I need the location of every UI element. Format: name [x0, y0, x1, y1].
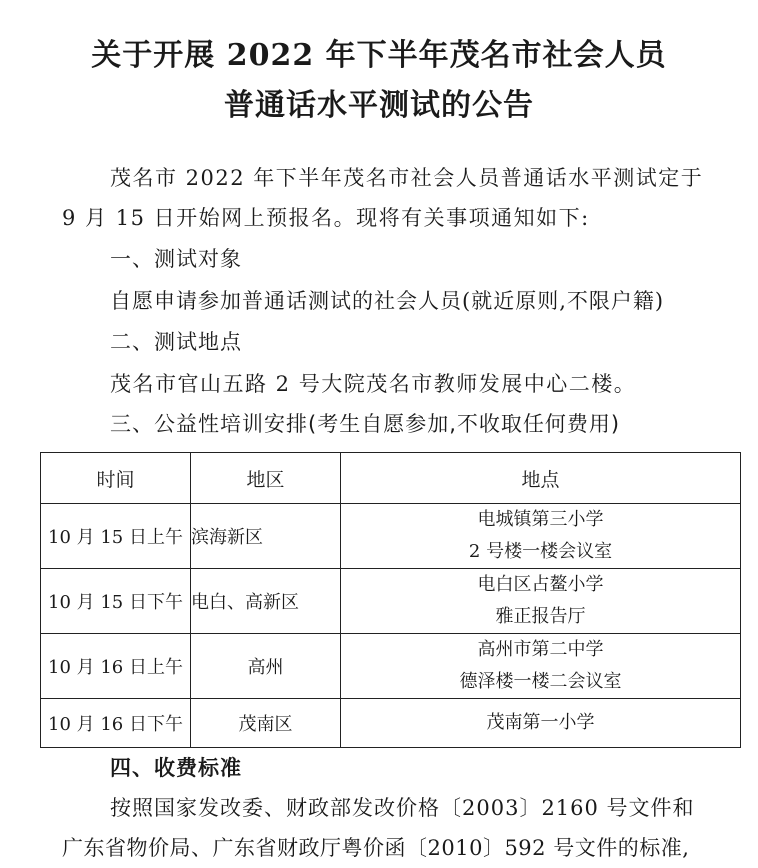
table-cell-area: 滨海新区: [191, 504, 341, 569]
venue-line: 2 号楼一楼会议室: [468, 541, 613, 562]
table-header-area: 地区: [191, 453, 341, 504]
section-text-test-location: 茂名市官山五路 2 号大院茂名市教师发展中心二楼。: [110, 372, 637, 396]
table-cell-area: 茂南区: [191, 699, 341, 748]
venue-line: 电白区占鳌小学: [477, 574, 604, 595]
venue-line: 电城镇第三小学: [477, 509, 604, 530]
table-cell-time: 10 月 15 日下午: [41, 569, 191, 634]
table-cell-venue: [341, 699, 741, 748]
table-row: [41, 699, 741, 748]
venue-line: 德泽楼一楼二会议室: [459, 671, 622, 692]
table-row: [41, 569, 741, 634]
table-header-row: [41, 453, 741, 504]
table-cell-venue: [341, 504, 741, 569]
table-cell-venue: [341, 569, 741, 634]
table-row: [41, 504, 741, 569]
table-cell-area: 高州: [191, 634, 341, 699]
intro-line-1: 茂名市 2022 年下半年茂名市社会人员普通话水平测试定于: [110, 166, 704, 190]
section-heading-fee: 四、收费标准: [110, 756, 242, 780]
table-cell-venue: [341, 634, 741, 699]
table-cell-time: 10 月 16 日上午: [41, 634, 191, 699]
document-title-line-2: 普通话水平测试的公告: [224, 88, 534, 123]
venue-line: 雅正报告厅: [495, 606, 586, 627]
section-heading-test-location: 二、测试地点: [110, 330, 242, 354]
table-row: [41, 634, 741, 699]
fee-line-1: 按照国家发改委、财政部发改价格〔2003〕2160 号文件和: [110, 796, 695, 820]
table-header-venue: 地点: [341, 453, 741, 504]
section-heading-test-subjects: 一、测试对象: [110, 247, 242, 271]
table-cell-area: 电白、高新区: [191, 569, 341, 634]
fee-line-2: 广东省物价局、广东省财政厅粤价函〔2010〕592 号文件的标准,: [62, 836, 690, 860]
section-text-test-subjects: 自愿申请参加普通话测试的社会人员(就近原则,不限户籍): [110, 289, 665, 313]
table-header-time: 时间: [41, 453, 191, 504]
venue-line: 茂南第一小学: [486, 712, 595, 733]
document-title-line-1: 关于开展 2022 年下半年茂名市社会人员: [91, 38, 667, 73]
intro-line-2: 9 月 15 日开始网上预报名。现将有关事项通知如下:: [62, 206, 590, 230]
table-cell-time: 10 月 16 日下午: [41, 699, 191, 748]
venue-line: 高州市第二中学: [477, 639, 604, 660]
table-cell-time: 10 月 15 日上午: [41, 504, 191, 569]
training-schedule-table: [40, 452, 741, 748]
section-heading-training: 三、公益性培训安排(考生自愿参加,不收取任何费用): [110, 412, 621, 436]
